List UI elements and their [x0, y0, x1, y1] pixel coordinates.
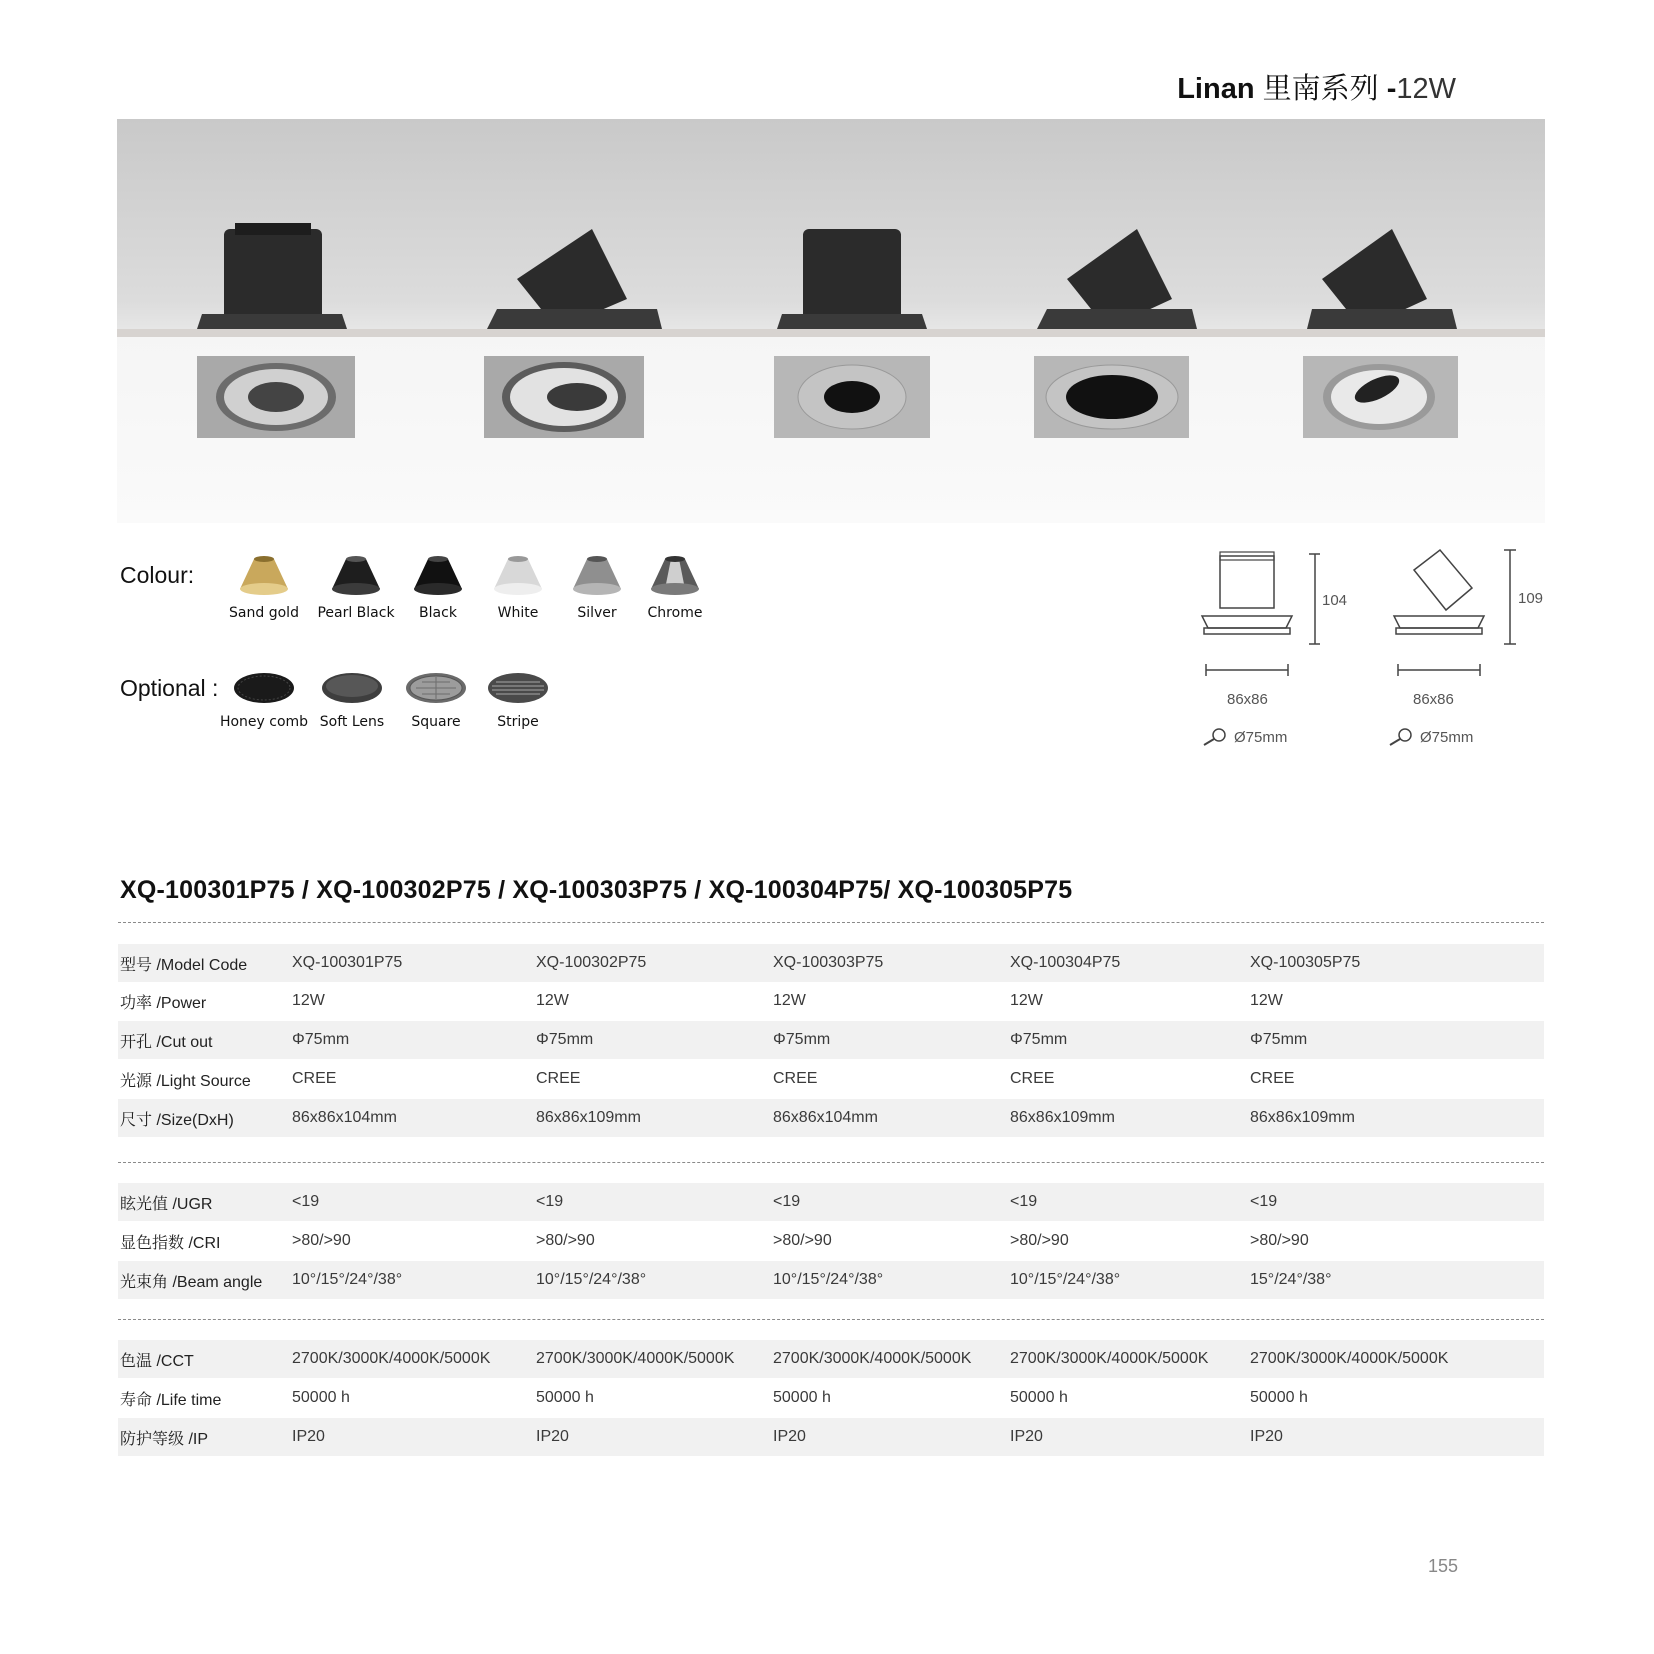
spec-value: 10°/15°/24°/38° [1010, 1271, 1121, 1288]
spec-value: XQ-100304P75 [1010, 954, 1121, 971]
spec-value: Φ75mm [1010, 1031, 1068, 1048]
optional-stripe [468, 670, 568, 730]
spec-value: >80/>90 [1010, 1232, 1069, 1249]
colour-swatch-sand-gold [214, 555, 314, 621]
divider [118, 1162, 1544, 1163]
swatch-label: Sand gold [229, 605, 299, 621]
dimension-size-1: 86x86 [1227, 691, 1268, 708]
spec-label: 显色指数 /CRI [120, 1234, 221, 1252]
product-banner [117, 119, 1545, 523]
spec-value: <19 [1010, 1193, 1038, 1210]
models-heading: XQ-100301P75 / XQ-100302P75 / XQ-100303P75 / XQ-100304P75/ XQ-100305P75 [120, 876, 1073, 904]
spec-row-ugr [118, 1183, 1544, 1221]
spec-label: 功率 /Power [120, 994, 207, 1012]
dimension-size-2: 86x86 [1413, 691, 1454, 708]
divider [118, 1319, 1544, 1320]
silver-reflector-icon [571, 555, 623, 597]
swatch-label: Pearl Black [317, 605, 395, 621]
spec-value: XQ-100302P75 [536, 954, 647, 971]
spec-value: Φ75mm [1250, 1031, 1308, 1048]
spec-row-cct [118, 1340, 1544, 1378]
spec-value: 50000 h [536, 1389, 594, 1406]
spec-value: 86x86x109mm [536, 1109, 641, 1126]
spec-value: IP20 [1010, 1428, 1043, 1445]
swatch-label: Silver [577, 605, 617, 621]
spec-value: 50000 h [1010, 1389, 1068, 1406]
spec-value: 12W [773, 992, 806, 1009]
spec-label: 尺寸 /Size(DxH) [120, 1111, 234, 1129]
spec-value: XQ-100303P75 [773, 954, 884, 971]
spec-value: 50000 h [773, 1389, 831, 1406]
spec-value: 12W [536, 992, 569, 1009]
spec-value: 86x86x109mm [1250, 1109, 1355, 1126]
spec-label: 开孔 /Cut out [120, 1033, 213, 1051]
spec-value: 86x86x104mm [292, 1109, 397, 1126]
spec-value: >80/>90 [773, 1232, 832, 1249]
spec-row-model-code [118, 944, 1544, 982]
spec-value: <19 [292, 1193, 320, 1210]
spec-value: Φ75mm [773, 1031, 831, 1048]
spec-value: IP20 [536, 1428, 569, 1445]
spec-value: XQ-100301P75 [292, 954, 403, 971]
colour-swatch-chrome [625, 555, 725, 621]
optional-honey-comb [214, 670, 314, 730]
spec-row-light-source [118, 1060, 1544, 1098]
spec-row-size [118, 1099, 1544, 1137]
spec-value: <19 [773, 1193, 801, 1210]
spec-value: IP20 [773, 1428, 806, 1445]
spec-value: 2700K/3000K/4000K/5000K [1010, 1350, 1209, 1367]
spec-value: <19 [1250, 1193, 1278, 1210]
spec-value: 10°/15°/24°/38° [773, 1271, 884, 1288]
series-name: Linan [1177, 73, 1255, 105]
sand-gold-reflector-icon [238, 555, 290, 597]
swatch-label: Black [419, 605, 457, 621]
spec-value: 50000 h [292, 1389, 350, 1406]
cutout-value: Ø75mm [1234, 728, 1288, 746]
spec-label: 寿命 /Life time [120, 1391, 222, 1409]
spec-value: 10°/15°/24°/38° [292, 1271, 403, 1288]
spec-row-beam-angle [118, 1261, 1544, 1299]
soft-lens-icon [320, 670, 384, 706]
spec-value: CREE [536, 1070, 581, 1087]
spec-value: 15°/24°/38° [1250, 1271, 1332, 1288]
swatch-label: White [497, 605, 539, 621]
spec-value: CREE [292, 1070, 337, 1087]
spec-value: >80/>90 [292, 1232, 351, 1249]
spec-value: CREE [1250, 1070, 1295, 1087]
title-power: 12W [1396, 73, 1456, 105]
series-cn: 里南系列 [1262, 73, 1379, 105]
page-title [1177, 66, 1456, 107]
swatch-label: Soft Lens [319, 714, 385, 730]
spec-value: <19 [536, 1193, 564, 1210]
spec-row-ip [118, 1418, 1544, 1456]
spec-value: >80/>90 [1250, 1232, 1309, 1249]
spec-label: 光源 /Light Source [120, 1072, 251, 1090]
spec-value: Φ75mm [292, 1031, 350, 1048]
spec-label: 色温 /CCT [120, 1352, 194, 1370]
spec-row-cri [118, 1222, 1544, 1260]
cutout-saw-icon [1202, 728, 1228, 746]
swatch-label: Square [411, 714, 461, 730]
spec-label: 型号 /Model Code [120, 956, 248, 974]
honeycomb-lens-icon [232, 670, 296, 706]
spec-value: 86x86x109mm [1010, 1109, 1115, 1126]
swatch-label: Chrome [647, 605, 703, 621]
spec-value: 12W [1010, 992, 1043, 1009]
white-reflector-icon [492, 555, 544, 597]
dimension-cutout-1 [1202, 728, 1287, 746]
spec-value: 50000 h [1250, 1389, 1308, 1406]
dimension-height-1: 104 [1322, 592, 1348, 609]
spec-value: 2700K/3000K/4000K/5000K [292, 1350, 491, 1367]
colour-label: Colour: [120, 562, 195, 588]
page-number: 155 [1427, 1556, 1458, 1576]
spec-value: 2700K/3000K/4000K/5000K [536, 1350, 735, 1367]
dimension-cutout-2 [1388, 728, 1473, 746]
spec-value: 12W [292, 992, 325, 1009]
spec-value: CREE [1010, 1070, 1055, 1087]
spec-label: 防护等级 /IP [120, 1430, 209, 1448]
spec-value: 86x86x104mm [773, 1109, 878, 1126]
chrome-reflector-icon [649, 555, 701, 597]
cutout-saw-icon [1388, 728, 1414, 746]
spec-value: XQ-100305P75 [1250, 954, 1361, 971]
title-separator: - [1386, 73, 1397, 105]
black-reflector-icon [412, 555, 464, 597]
spec-row-cut-out [118, 1021, 1544, 1059]
spec-label: 眩光值 /UGR [120, 1195, 213, 1213]
spec-value: IP20 [292, 1428, 325, 1445]
spec-value: 12W [1250, 992, 1283, 1009]
square-lens-icon [404, 670, 468, 706]
spec-label: 光束角 /Beam angle [120, 1273, 263, 1291]
cutout-value: Ø75mm [1420, 728, 1474, 746]
optional-label: Optional : [120, 675, 219, 701]
spec-value: Φ75mm [536, 1031, 594, 1048]
dimension-height-2: 109 [1518, 590, 1544, 607]
spec-value: CREE [773, 1070, 818, 1087]
dimension-drawing-fixed [1190, 548, 1320, 678]
dimension-drawing-tilted [1380, 548, 1520, 678]
spec-value: 2700K/3000K/4000K/5000K [773, 1350, 972, 1367]
swatch-label: Honey comb [219, 714, 309, 730]
spec-value: >80/>90 [536, 1232, 595, 1249]
product-illustration [117, 119, 1545, 523]
spec-row-power [118, 982, 1544, 1020]
spec-value: 10°/15°/24°/38° [536, 1271, 647, 1288]
stripe-lens-icon [486, 670, 550, 706]
spec-value: IP20 [1250, 1428, 1283, 1445]
spec-row-life-time [118, 1379, 1544, 1417]
pearl-black-reflector-icon [330, 555, 382, 597]
divider [118, 922, 1544, 923]
swatch-label: Stripe [497, 714, 539, 730]
spec-value: 2700K/3000K/4000K/5000K [1250, 1350, 1449, 1367]
